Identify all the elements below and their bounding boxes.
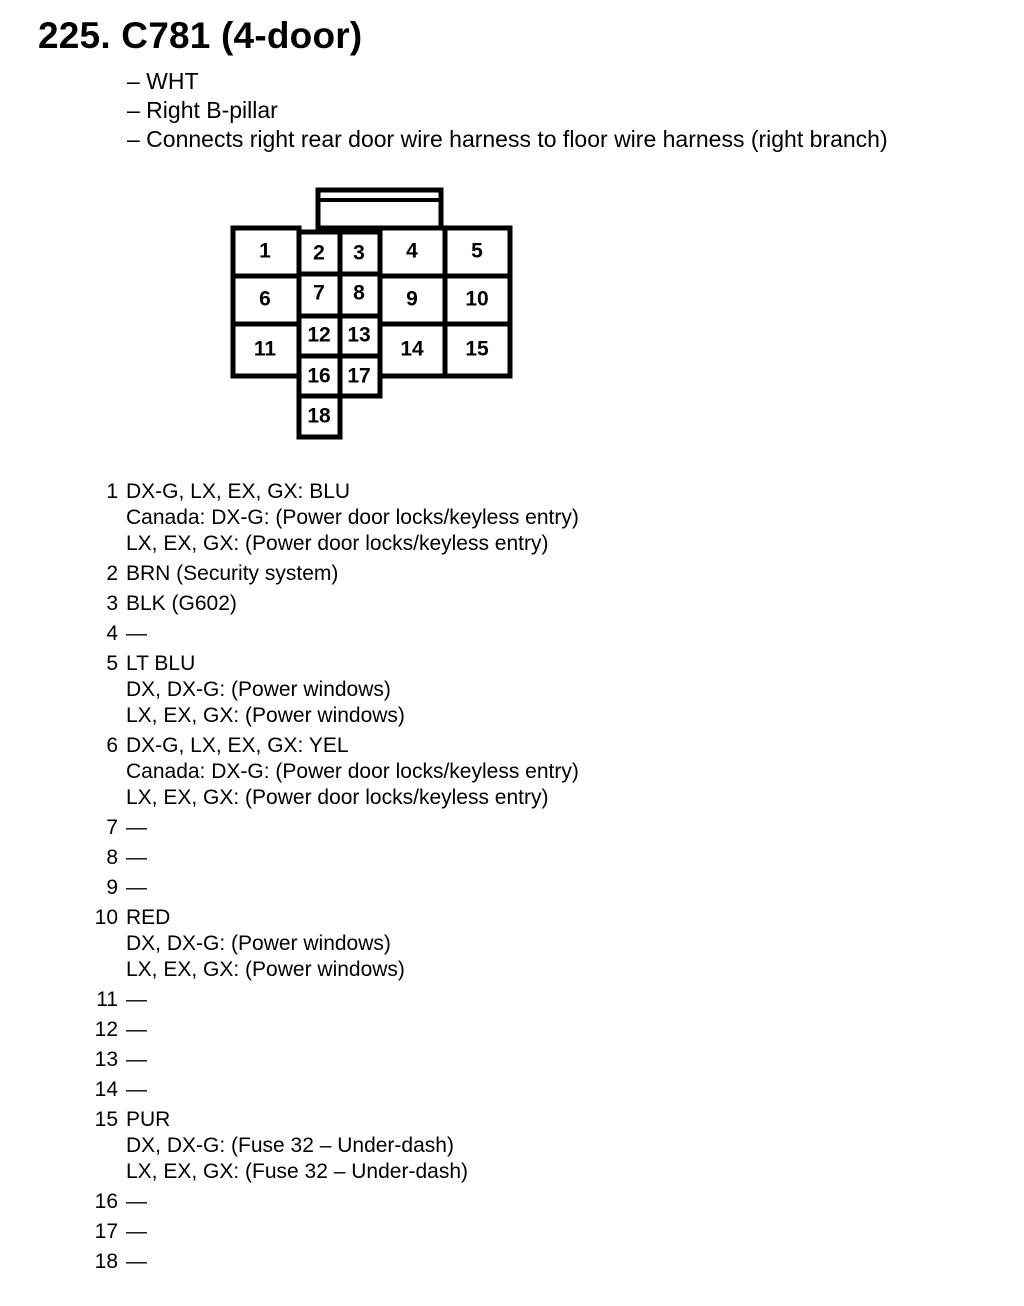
pin-description bbox=[126, 561, 338, 587]
pin-wire-color: — bbox=[126, 846, 147, 869]
cavity-label-11: 11 bbox=[253, 337, 277, 361]
pin-number: 4 bbox=[106, 622, 118, 645]
pin-wire-color: — bbox=[126, 1220, 147, 1243]
page-title: 225. C781 (4-door) bbox=[38, 15, 363, 56]
pin-number: 5 bbox=[106, 652, 118, 675]
pin-description bbox=[126, 651, 405, 729]
pin-wire-color: — bbox=[126, 1250, 147, 1273]
cavity-label-16: 16 bbox=[307, 364, 331, 388]
pin-description bbox=[126, 845, 147, 871]
pin-wire-color: — bbox=[126, 988, 147, 1011]
cavity-label-17: 17 bbox=[347, 364, 371, 388]
pin-number: 7 bbox=[106, 816, 118, 839]
cavity-label-8: 8 bbox=[353, 281, 365, 305]
cavity-label-13: 13 bbox=[347, 323, 371, 347]
pin-number: 16 bbox=[94, 1190, 118, 1213]
pin-wire-color: — bbox=[126, 876, 147, 899]
cavity-label-9: 9 bbox=[406, 287, 418, 311]
cavity-label-14: 14 bbox=[400, 337, 424, 361]
pin-circuit-note: DX, DX-G: (Power windows) bbox=[126, 678, 391, 701]
pin-wire-color: RED bbox=[126, 906, 171, 929]
pin-circuit-note: LX, EX, GX: (Power windows) bbox=[126, 704, 405, 727]
pin-description bbox=[126, 1219, 147, 1245]
pin-wire-color: BLK (G602) bbox=[126, 592, 237, 615]
pin-wire-color: PUR bbox=[126, 1108, 171, 1131]
connector-location: – Right B-pillar bbox=[127, 97, 278, 123]
pin-row bbox=[80, 1189, 579, 1215]
pin-wire-color: — bbox=[126, 1078, 147, 1101]
connector-face-diagram bbox=[0, 0, 1024, 460]
pin-row bbox=[80, 987, 579, 1013]
pin-row bbox=[80, 1017, 579, 1043]
pin-number: 10 bbox=[94, 906, 118, 929]
pin-row bbox=[80, 479, 579, 557]
connector-description: – Connects right rear door wire harness to floor wire harness (right branch) bbox=[127, 126, 888, 152]
pin-wire-color: LT BLU bbox=[126, 652, 196, 675]
pin-wire-color: — bbox=[126, 816, 147, 839]
cavity-label-4: 4 bbox=[406, 239, 418, 263]
pin-wire-color: DX-G, LX, EX, GX: BLU bbox=[126, 480, 351, 503]
pin-row bbox=[80, 1219, 579, 1245]
pin-wire-color: DX-G, LX, EX, GX: YEL bbox=[126, 734, 349, 757]
pin-wire-color: — bbox=[126, 1190, 147, 1213]
pin-row bbox=[80, 905, 579, 983]
cavity-label-3: 3 bbox=[353, 241, 365, 265]
pin-number: 12 bbox=[94, 1018, 118, 1041]
pin-row bbox=[80, 561, 579, 587]
pin-wire-color: BRN (Security system) bbox=[126, 562, 339, 585]
pin-circuit-note: Canada: DX-G: (Power door locks/keyless entry) bbox=[126, 760, 579, 783]
pin-number: 17 bbox=[94, 1220, 118, 1243]
pin-wire-color: — bbox=[126, 1018, 147, 1041]
pin-number: 11 bbox=[96, 988, 118, 1011]
pin-circuit-note: LX, EX, GX: (Fuse 32 – Under-dash) bbox=[126, 1160, 468, 1183]
pin-row bbox=[80, 1077, 579, 1103]
cavity-label-10: 10 bbox=[465, 287, 489, 311]
pin-description bbox=[126, 479, 579, 557]
pin-row bbox=[80, 651, 579, 729]
pin-row bbox=[80, 1107, 579, 1185]
pin-description bbox=[126, 1189, 147, 1215]
cavity-label-12: 12 bbox=[307, 323, 331, 347]
pin-number: 13 bbox=[94, 1048, 118, 1071]
pin-number: 8 bbox=[106, 846, 118, 869]
pin-row bbox=[80, 591, 579, 617]
pin-description bbox=[126, 905, 405, 983]
pin-description bbox=[126, 733, 579, 811]
pin-wire-color: — bbox=[126, 622, 147, 645]
pin-description bbox=[126, 1249, 147, 1275]
pin-row bbox=[80, 1047, 579, 1073]
pin-number: 18 bbox=[94, 1250, 118, 1273]
cavity-label-5: 5 bbox=[471, 239, 483, 263]
pin-row bbox=[80, 815, 579, 841]
pin-number: 14 bbox=[94, 1078, 118, 1101]
pin-circuit-note: Canada: DX-G: (Power door locks/keyless entry) bbox=[126, 506, 579, 529]
pin-circuit-note: LX, EX, GX: (Power windows) bbox=[126, 958, 405, 981]
pin-circuit-note: DX, DX-G: (Fuse 32 – Under-dash) bbox=[126, 1134, 454, 1157]
pin-row bbox=[80, 1249, 579, 1275]
pin-circuit-note: LX, EX, GX: (Power door locks/keyless entry) bbox=[126, 786, 549, 809]
pin-row bbox=[80, 875, 579, 901]
pin-circuit-note: LX, EX, GX: (Power door locks/keyless entry) bbox=[126, 532, 549, 555]
cavity-label-6: 6 bbox=[259, 287, 271, 311]
locking-tab bbox=[318, 190, 441, 228]
pin-number: 3 bbox=[106, 592, 118, 615]
pin-description bbox=[126, 591, 237, 617]
pin-circuit-note: DX, DX-G: (Power windows) bbox=[126, 932, 391, 955]
pin-number: 2 bbox=[106, 562, 118, 585]
pin-description bbox=[126, 621, 147, 647]
pin-number: 6 bbox=[106, 734, 118, 757]
pin-description bbox=[126, 987, 147, 1013]
cavity-label-1: 1 bbox=[259, 239, 271, 263]
pin-row bbox=[80, 733, 579, 811]
pin-description bbox=[126, 1017, 147, 1043]
cavity-label-2: 2 bbox=[313, 241, 325, 265]
cavity-label-7: 7 bbox=[313, 281, 325, 305]
cavity-label-18: 18 bbox=[307, 404, 331, 428]
pin-description bbox=[126, 1107, 468, 1185]
pin-row bbox=[80, 621, 579, 647]
pin-row bbox=[80, 845, 579, 871]
pin-description bbox=[126, 1077, 147, 1103]
pin-assignment-list bbox=[80, 479, 579, 1279]
pin-description bbox=[126, 875, 147, 901]
pin-number: 15 bbox=[94, 1108, 118, 1131]
pin-number: 1 bbox=[106, 480, 118, 503]
cavity-label-15: 15 bbox=[465, 337, 489, 361]
pin-description bbox=[126, 815, 147, 841]
connector-color: – WHT bbox=[127, 68, 199, 94]
pin-description bbox=[126, 1047, 147, 1073]
pin-number: 9 bbox=[106, 876, 118, 899]
pin-wire-color: — bbox=[126, 1048, 147, 1071]
